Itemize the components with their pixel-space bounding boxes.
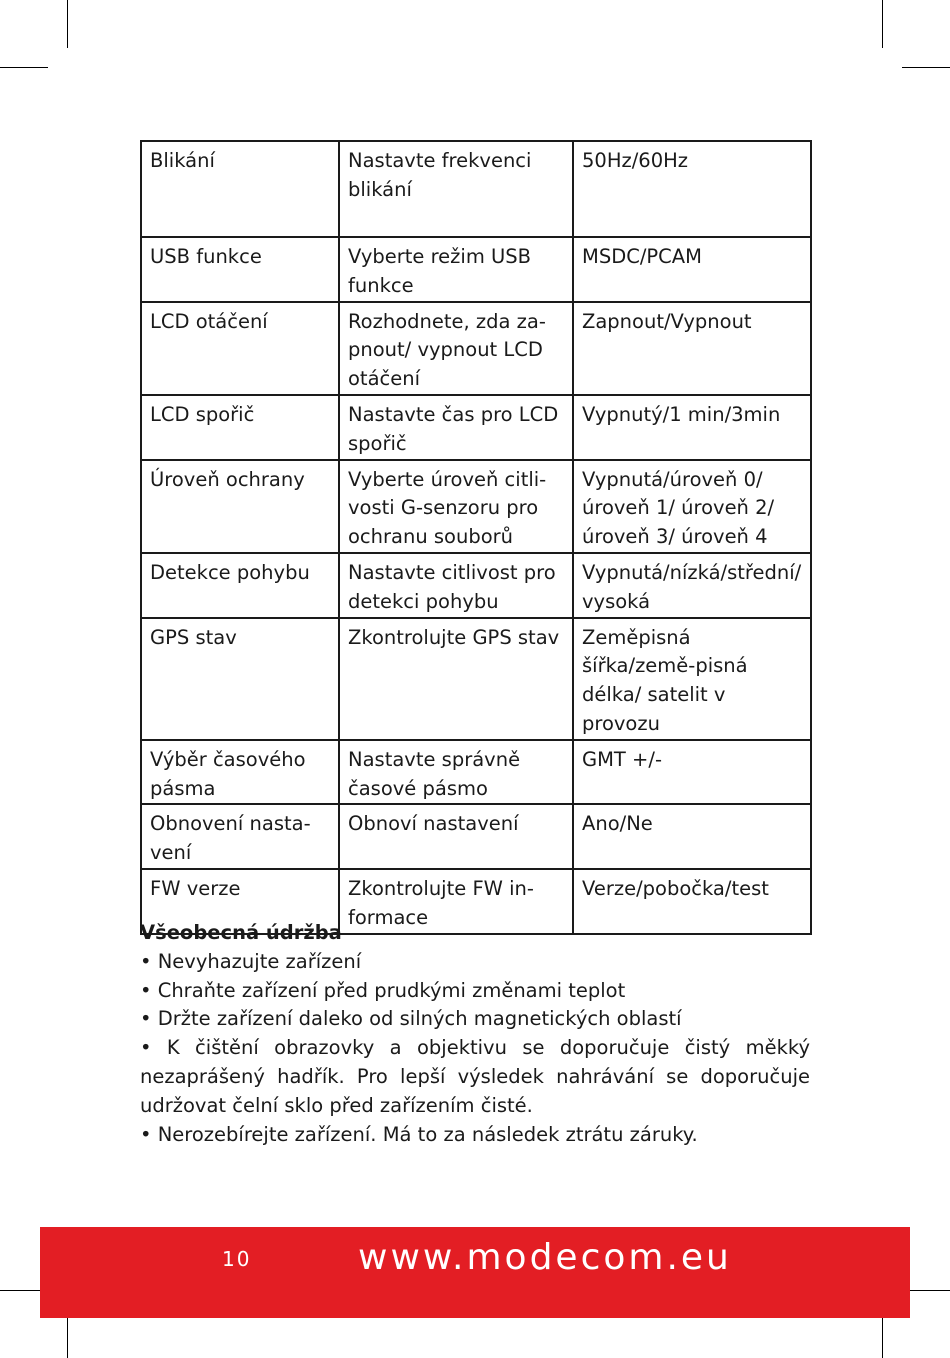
maintenance-section [140, 919, 810, 1149]
crop-mark [902, 67, 950, 68]
setting-description: Vyberte režim USB funkce [339, 237, 573, 302]
setting-description: Nastavte frekvenci blikání [339, 141, 573, 237]
setting-name: LCD spořič [141, 395, 339, 460]
table-row [141, 460, 811, 553]
settings-table [140, 140, 812, 935]
table-row [141, 804, 811, 869]
table-row [141, 141, 811, 237]
setting-description: Nastavte správně časové pásmo [339, 740, 573, 805]
website-url[interactable]: www.modecom.eu [358, 1237, 732, 1278]
list-item: • Nerozebírejte zařízení. Má to za následek ztrátu záruky. [140, 1121, 810, 1150]
setting-options: Zapnout/Vypnout [573, 302, 811, 395]
crop-mark [0, 67, 48, 68]
setting-options: Zeměpisná šířka/země-pisná délka/ satelit v provozu [573, 618, 811, 740]
setting-options: 50Hz/60Hz [573, 141, 811, 237]
setting-name: Úroveň ochrany [141, 460, 339, 553]
table-row [141, 740, 811, 805]
table-row [141, 395, 811, 460]
setting-description: Nastavte citlivost pro detekci pohybu [339, 553, 573, 618]
crop-mark [882, 0, 883, 48]
list-item: • Nevyhazujte zařízení [140, 948, 810, 977]
setting-description: Zkontrolujte GPS stav [339, 618, 573, 740]
setting-name: Blikání [141, 141, 339, 237]
crop-mark [67, 0, 68, 48]
setting-options: Ano/Ne [573, 804, 811, 869]
page-number: 10 [222, 1247, 252, 1271]
setting-options: Vypnutá/úroveň 0/ úroveň 1/ úroveň 2/ úroveň 3/ úroveň 4 [573, 460, 811, 553]
list-item: • K čištění obrazovky a objektivu se doporučuje čistý měkký nezaprášený hadřík. Pro lepší výsledek nahrávání se doporučuje udržovat čelní sklo před zařízením čisté. [140, 1034, 810, 1120]
setting-options: GMT +/- [573, 740, 811, 805]
maintenance-heading: Všeobecná údržba [140, 921, 342, 944]
setting-name: GPS stav [141, 618, 339, 740]
list-item: • Chraňte zařízení před prudkými změnami teplot [140, 977, 810, 1006]
setting-name: Obnovení nasta-vení [141, 804, 339, 869]
setting-name: Detekce pohybu [141, 553, 339, 618]
setting-description: Obnoví nastavení [339, 804, 573, 869]
table-row [141, 302, 811, 395]
table-row [141, 553, 811, 618]
maintenance-list [140, 948, 810, 1150]
setting-name: USB funkce [141, 237, 339, 302]
setting-name: LCD otáčení [141, 302, 339, 395]
footer-banner [40, 1227, 910, 1318]
table-row [141, 237, 811, 302]
setting-name: Výběr časového pásma [141, 740, 339, 805]
table-row [141, 618, 811, 740]
list-item: • Držte zařízení daleko od silných magnetických oblastí [140, 1005, 810, 1034]
setting-options: Vypnutá/nízká/střední/ vysoká [573, 553, 811, 618]
setting-description: Rozhodnete, zda za-pnout/ vypnout LCD otáčení [339, 302, 573, 395]
setting-description: Vyberte úroveň citli-vosti G-senzoru pro ochranu souborů [339, 460, 573, 553]
setting-name: FW verze [141, 869, 339, 934]
setting-description: Zkontrolujte FW in-formace [339, 869, 573, 934]
setting-description: Nastavte čas pro LCD spořič [339, 395, 573, 460]
setting-options: Verze/pobočka/test [573, 869, 811, 934]
setting-options: MSDC/PCAM [573, 237, 811, 302]
setting-options: Vypnutý/1 min/3min [573, 395, 811, 460]
